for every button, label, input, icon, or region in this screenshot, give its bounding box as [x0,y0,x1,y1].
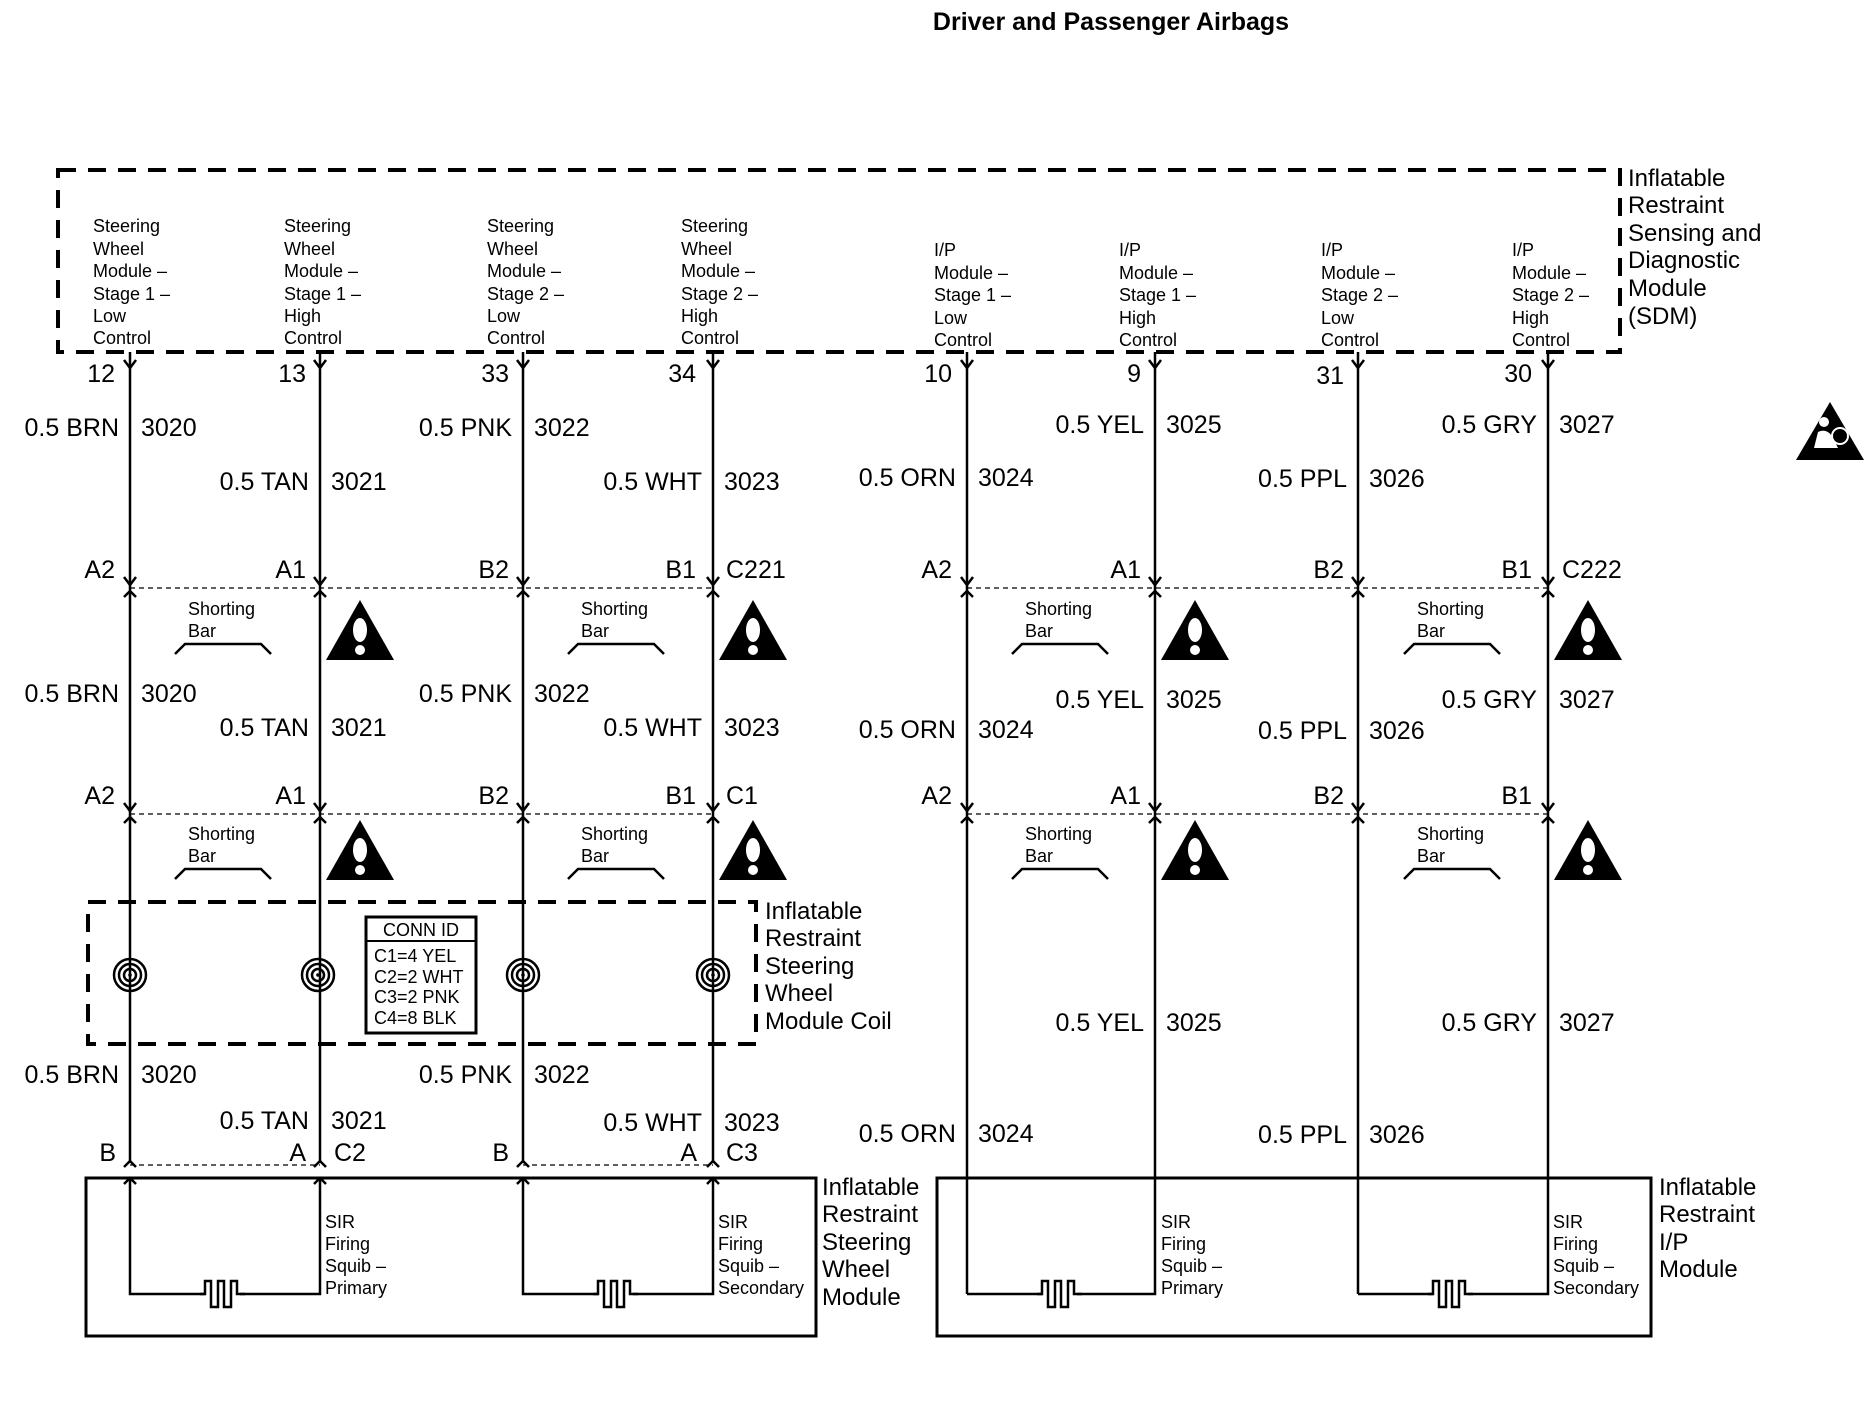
svg-text:Control: Control [284,328,343,348]
svg-text:0.5 GRY: 0.5 GRY [1441,411,1537,439]
svg-text:Control: Control [1512,330,1571,350]
svg-text:Module Coil: Module Coil [765,1008,892,1035]
svg-text:A2: A2 [84,782,115,810]
svg-text:Wheel: Wheel [93,239,145,259]
svg-text:Low: Low [487,306,521,326]
svg-text:CONN ID: CONN ID [383,920,459,940]
svg-text:0.5 YEL: 0.5 YEL [1055,686,1144,714]
svg-text:SIR: SIR [325,1212,356,1232]
svg-text:Module –: Module – [1512,263,1587,283]
sdm-pin-33: 33 [481,360,509,388]
svg-text:A: A [289,1139,306,1167]
svg-text:0.5 PPL: 0.5 PPL [1258,717,1347,745]
svg-text:A2: A2 [921,782,952,810]
svg-text:I/P: I/P [1512,240,1535,260]
svg-text:Module: Module [822,1284,901,1311]
ip-module-wires [967,352,1548,1294]
svg-text:Shorting: Shorting [1417,824,1485,844]
svg-text:Bar: Bar [188,621,217,641]
connector-c222 [921,556,1621,597]
svg-text:Steering: Steering [822,1229,912,1256]
svg-text:Firing: Firing [718,1234,764,1254]
svg-text:3020: 3020 [141,680,197,708]
svg-text:A1: A1 [275,556,306,584]
airbag-icon [1796,402,1864,460]
svg-text:High: High [681,306,719,326]
svg-text:3024: 3024 [978,1120,1034,1148]
svg-text:0.5 ORN: 0.5 ORN [858,1120,956,1148]
svg-text:Bar: Bar [188,846,217,866]
sdm-terminal-label-34 [681,216,758,348]
svg-text:Squib –: Squib – [325,1256,387,1276]
svg-text:0.5 PNK: 0.5 PNK [418,1061,512,1089]
squib-icon [1037,1281,1082,1307]
svg-text:Stage 2 –: Stage 2 – [1512,285,1590,305]
svg-text:Shorting: Shorting [1025,599,1093,619]
clockspring-icon [507,959,539,991]
clockspring-icon [114,959,146,991]
svg-text:Primary: Primary [1161,1278,1223,1298]
svg-text:3021: 3021 [331,714,387,742]
ip-module-label [1659,1174,1756,1283]
svg-text:0.5 BRN: 0.5 BRN [24,1061,119,1089]
svg-text:Inflatable: Inflatable [1628,165,1726,192]
svg-text:Primary: Primary [325,1278,387,1298]
sdm-terminal-label-10 [934,240,1011,350]
svg-text:Shorting: Shorting [188,599,256,619]
svg-text:Stage 1 –: Stage 1 – [934,285,1012,305]
conn-id-table [366,917,476,1033]
svg-text:B1: B1 [1501,556,1532,584]
svg-text:Secondary: Secondary [718,1278,805,1298]
clockspring-icon [302,959,334,991]
svg-text:Stage 2 –: Stage 2 – [681,284,759,304]
svg-text:C4=8 BLK: C4=8 BLK [374,1008,457,1028]
svg-text:0.5 TAN: 0.5 TAN [219,1107,309,1135]
svg-text:Restraint: Restraint [765,925,862,952]
svg-text:A1: A1 [1110,782,1141,810]
svg-text:B1: B1 [1501,782,1532,810]
svg-text:3022: 3022 [534,680,590,708]
svg-text:Low: Low [1321,308,1355,328]
svg-text:0.5 BRN: 0.5 BRN [24,414,119,442]
squib-icon [593,1281,638,1307]
svg-text:Shorting: Shorting [188,824,256,844]
svg-text:Stage 1 –: Stage 1 – [93,284,171,304]
steering-wheel-module-outline [86,1178,816,1336]
svg-text:0.5 TAN: 0.5 TAN [219,468,309,496]
svg-text:Steering: Steering [765,953,855,980]
steering-squib-primary-label [325,1212,387,1298]
svg-text:Bar: Bar [1025,846,1054,866]
sdm-terminal-label-12 [93,216,170,348]
svg-text:Module –: Module – [284,261,359,281]
svg-text:Diagnostic: Diagnostic [1628,247,1741,274]
clockspring-icon [697,959,729,991]
svg-text:0.5 WHT: 0.5 WHT [603,714,702,742]
sdm-pin-30: 30 [1504,360,1532,388]
sdm-pin-34: 34 [668,360,696,388]
svg-text:B2: B2 [1313,782,1344,810]
svg-text:Shorting: Shorting [1417,599,1485,619]
sdm-terminal-label-9 [1119,240,1196,350]
ip-module-outline [937,1178,1651,1336]
svg-text:3022: 3022 [534,1061,590,1089]
warning-icon [1554,820,1622,880]
svg-text:High: High [1512,308,1550,328]
svg-text:(SDM): (SDM) [1628,303,1698,330]
svg-text:Wheel: Wheel [284,239,336,259]
svg-text:Module –: Module – [681,261,756,281]
svg-text:Low: Low [93,306,127,326]
steering-squib-secondary-label [718,1212,804,1298]
svg-text:Restraint: Restraint [1628,192,1725,219]
coil-label [765,898,892,1035]
svg-text:Restraint: Restraint [1659,1201,1756,1228]
svg-text:B2: B2 [478,556,509,584]
svg-text:0.5 YEL: 0.5 YEL [1055,411,1144,439]
svg-text:0.5 GRY: 0.5 GRY [1441,1009,1537,1037]
svg-text:Stage 1 –: Stage 1 – [284,284,362,304]
svg-text:Shorting: Shorting [581,824,649,844]
svg-text:3021: 3021 [331,468,387,496]
svg-text:C1=4 YEL: C1=4 YEL [374,946,457,966]
svg-text:Stage 1 –: Stage 1 – [1119,285,1197,305]
svg-text:Module –: Module – [1321,263,1396,283]
svg-text:Firing: Firing [325,1234,371,1254]
connector-c221 [84,556,785,597]
svg-text:3027: 3027 [1559,411,1615,439]
svg-text:Sensing and: Sensing and [1628,220,1762,247]
svg-text:3020: 3020 [141,414,197,442]
svg-text:3025: 3025 [1166,411,1222,439]
svg-text:3021: 3021 [331,1107,387,1135]
svg-text:Inflatable: Inflatable [765,898,863,925]
svg-text:3026: 3026 [1369,717,1425,745]
svg-text:C3=2 PNK: C3=2 PNK [374,987,460,1007]
svg-text:A: A [680,1139,697,1167]
svg-text:Steering: Steering [284,216,352,236]
svg-text:B1: B1 [665,556,696,584]
svg-text:C1: C1 [726,782,758,810]
svg-text:Module –: Module – [93,261,168,281]
svg-text:SIR: SIR [1161,1212,1192,1232]
connector-c2 [99,1139,366,1167]
svg-text:SIR: SIR [1553,1212,1584,1232]
wire-labels-row-3-ip [859,1009,1615,1149]
svg-text:SIR: SIR [718,1212,749,1232]
svg-text:A1: A1 [1110,556,1141,584]
svg-text:0.5 PPL: 0.5 PPL [1258,1121,1347,1149]
svg-text:Wheel: Wheel [681,239,733,259]
svg-text:A2: A2 [84,556,115,584]
svg-text:C222: C222 [1562,556,1622,584]
svg-text:3027: 3027 [1559,686,1615,714]
page-title: Driver and Passenger Airbags [932,8,1290,36]
warning-icon [719,600,787,660]
svg-text:Inflatable: Inflatable [822,1174,920,1201]
svg-text:Steering: Steering [93,216,161,236]
svg-text:Control: Control [1119,330,1178,350]
squib-icon [200,1281,245,1307]
svg-text:0.5 ORN: 0.5 ORN [858,464,956,492]
svg-text:0.5 TAN: 0.5 TAN [219,714,309,742]
svg-text:Module: Module [1628,275,1707,302]
svg-text:C221: C221 [726,556,786,584]
svg-text:Stage 2 –: Stage 2 – [487,284,565,304]
ip-squib-circuits [967,1178,1548,1294]
svg-text:High: High [284,306,322,326]
svg-text:I/P: I/P [1321,240,1344,260]
svg-text:3024: 3024 [978,464,1034,492]
steering-wheel-module-label [822,1174,919,1311]
svg-text:3023: 3023 [724,1109,780,1137]
sdm-pin-9: 9 [1127,360,1141,388]
svg-text:0.5 WHT: 0.5 WHT [603,1109,702,1137]
svg-text:A1: A1 [275,782,306,810]
wire-labels-row-1 [25,411,1615,496]
sdm-label [1628,165,1761,330]
svg-text:Inflatable: Inflatable [1659,1174,1757,1201]
svg-text:Bar: Bar [1025,621,1054,641]
warning-icon [1161,820,1229,880]
sdm-terminal-label-33 [487,216,564,348]
svg-text:Wheel: Wheel [822,1256,891,1283]
sdm-pin-13: 13 [278,360,306,388]
svg-text:3020: 3020 [141,1061,197,1089]
svg-text:Bar: Bar [581,846,610,866]
svg-text:C3: C3 [726,1139,758,1167]
svg-text:B: B [492,1139,509,1167]
svg-text:3026: 3026 [1369,1121,1425,1149]
svg-text:I/P: I/P [1119,240,1142,260]
svg-text:3024: 3024 [978,716,1034,744]
svg-text:0.5 PNK: 0.5 PNK [418,680,512,708]
connector-c3 [492,1139,758,1167]
svg-text:Shorting: Shorting [1025,824,1093,844]
svg-text:Firing: Firing [1553,1234,1599,1254]
svg-text:0.5 WHT: 0.5 WHT [603,468,702,496]
warning-icon [1161,600,1229,660]
sdm-terminal-label-13 [284,216,361,348]
svg-text:Control: Control [1321,330,1380,350]
squib-icon [1428,1281,1473,1307]
svg-text:3023: 3023 [724,468,780,496]
svg-text:3022: 3022 [534,414,590,442]
svg-text:Module –: Module – [487,261,562,281]
sdm-pin-12: 12 [87,360,115,388]
svg-text:0.5 YEL: 0.5 YEL [1055,1009,1144,1037]
svg-text:3026: 3026 [1369,465,1425,493]
svg-text:Control: Control [934,330,993,350]
svg-text:A2: A2 [921,556,952,584]
svg-text:Bar: Bar [1417,621,1446,641]
svg-text:Squib –: Squib – [1161,1256,1223,1276]
svg-text:0.5 BRN: 0.5 BRN [24,680,119,708]
svg-text:Control: Control [487,328,546,348]
svg-text:High: High [1119,308,1157,328]
ip-squib-primary-label [1161,1212,1223,1298]
svg-text:B2: B2 [1313,556,1344,584]
wire-labels-row-3-steering [25,1061,780,1137]
sdm-pin-10: 10 [924,360,952,388]
svg-text:Bar: Bar [581,621,610,641]
steering-squib-circuits [124,1178,719,1294]
svg-text:Bar: Bar [1417,846,1446,866]
svg-text:Steering: Steering [487,216,555,236]
svg-text:Squib –: Squib – [1553,1256,1615,1276]
svg-text:Secondary: Secondary [1553,1278,1640,1298]
svg-text:Restraint: Restraint [822,1201,919,1228]
svg-text:0.5 GRY: 0.5 GRY [1441,686,1537,714]
svg-text:Control: Control [93,328,152,348]
svg-text:3023: 3023 [724,714,780,742]
warning-icon [326,820,394,880]
svg-text:Stage 2 –: Stage 2 – [1321,285,1399,305]
svg-text:Shorting: Shorting [581,599,649,619]
svg-text:3025: 3025 [1166,686,1222,714]
svg-text:B2: B2 [478,782,509,810]
svg-text:Steering: Steering [681,216,749,236]
svg-text:C2=2 WHT: C2=2 WHT [374,967,464,987]
svg-text:B: B [99,1139,116,1167]
svg-text:3027: 3027 [1559,1009,1615,1037]
sdm-terminal-label-31 [1321,240,1398,350]
svg-text:Module –: Module – [934,263,1009,283]
sdm-pin-31: 31 [1316,362,1344,390]
svg-text:I/P: I/P [1659,1229,1689,1256]
wire-labels-row-2 [25,680,1615,745]
svg-text:Control: Control [681,328,740,348]
svg-text:3025: 3025 [1166,1009,1222,1037]
svg-text:Squib –: Squib – [718,1256,780,1276]
svg-text:Module –: Module – [1119,263,1194,283]
svg-text:Low: Low [934,308,968,328]
svg-text:0.5 PPL: 0.5 PPL [1258,465,1347,493]
ip-squib-secondary-label [1553,1212,1639,1298]
svg-text:Wheel: Wheel [765,980,834,1007]
svg-text:Wheel: Wheel [487,239,539,259]
warning-icon [719,820,787,880]
warning-icon [326,600,394,660]
sdm-terminal-label-30 [1512,240,1589,350]
svg-text:Module: Module [1659,1256,1738,1283]
warning-icon [1554,600,1622,660]
svg-text:Firing: Firing [1161,1234,1207,1254]
svg-text:0.5 PNK: 0.5 PNK [418,414,512,442]
connector-ip-row-2 [921,782,1554,823]
svg-text:I/P: I/P [934,240,957,260]
svg-text:C2: C2 [334,1139,366,1167]
svg-text:B1: B1 [665,782,696,810]
connector-c1 [84,782,758,823]
svg-text:0.5 ORN: 0.5 ORN [858,716,956,744]
